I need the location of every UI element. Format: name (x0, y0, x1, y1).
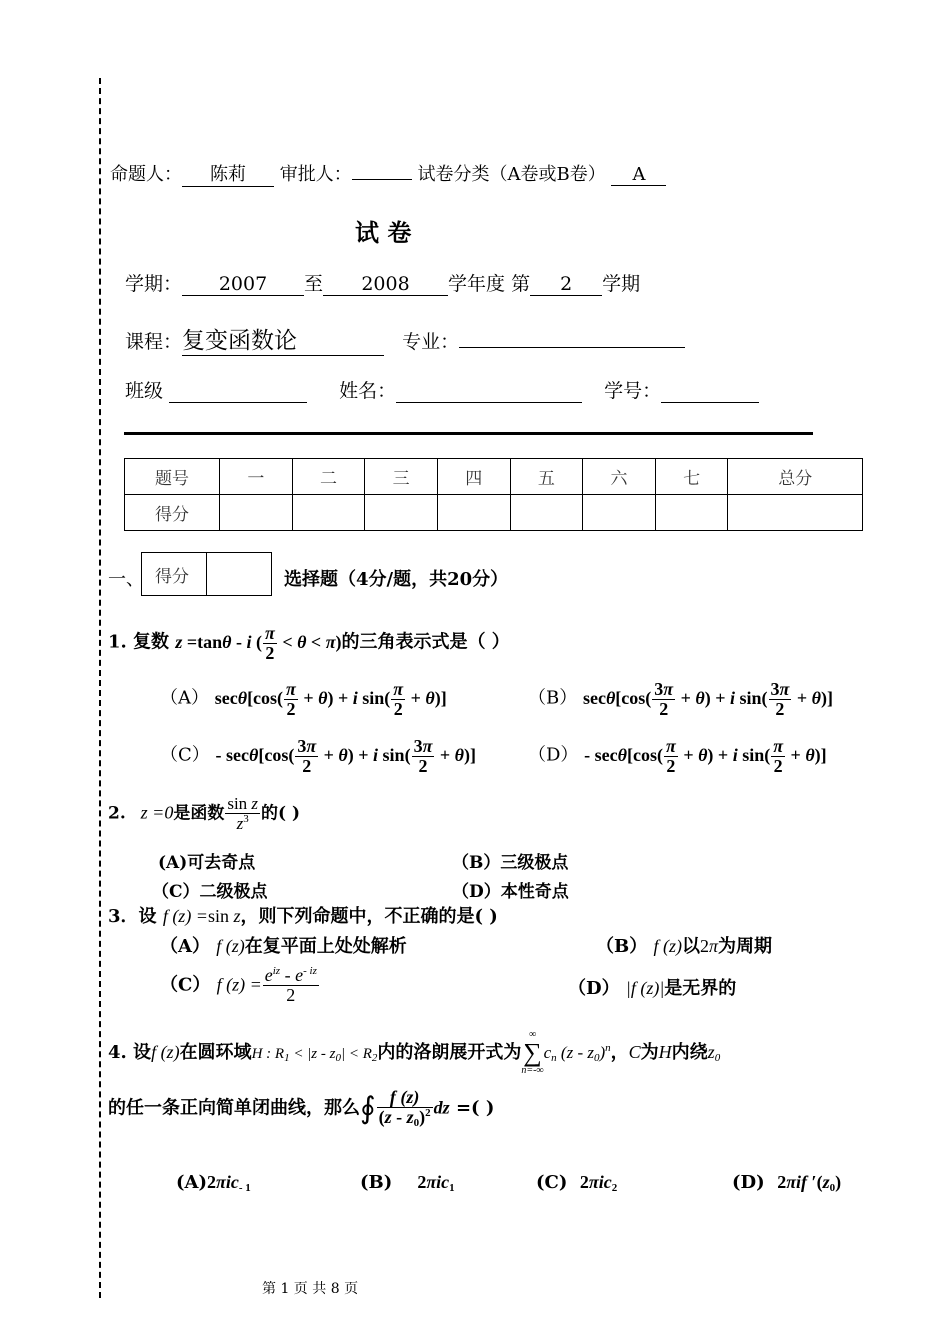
q2-option-a[interactable]: (A)可去奇点 (158, 853, 256, 873)
q4-prefix: 4. 设 (108, 1042, 152, 1063)
binding-margin-line (99, 78, 101, 1298)
name-label: 姓名： (339, 380, 397, 402)
approver-label: 审批人： (279, 164, 352, 185)
q3-function: f (z) = (162, 906, 208, 926)
q2-option-c[interactable]: （C）二级极点 (152, 882, 268, 902)
term-word: 学期 (602, 273, 641, 295)
course-name: 复变函数论 (182, 322, 384, 356)
q3-suffix: ，则下列命题中，不正确的是( ) (240, 906, 498, 927)
q4-mid1: 在圆环域 (179, 1042, 252, 1063)
id-field (661, 380, 759, 403)
score-cell[interactable] (437, 495, 510, 531)
score-table (124, 458, 863, 531)
q3-option-a-text: 在复平面上处处解析 (244, 936, 407, 957)
q1-suffix: 的三角表示式是（ ） (341, 631, 510, 653)
q1-option-c-label: （C） (160, 744, 210, 766)
course-label: 课程： (125, 331, 183, 353)
q3-prefix: 3．设 (108, 906, 157, 927)
q4-sum-symbol: ∞ ∑ n=-∞ (521, 1029, 544, 1076)
section-title: 选择题（4分/题，共20分） (284, 569, 509, 590)
name-field (396, 380, 582, 403)
q4-option-b-label: (B) (360, 1172, 393, 1193)
section-score-box (141, 552, 272, 596)
q4-option-a-label: (A) (176, 1172, 207, 1193)
year-to: 2008 (323, 273, 448, 296)
term-label: 学期： (125, 273, 183, 295)
year-from: 2007 (182, 273, 304, 296)
q3-option-c-label: （C） (160, 974, 211, 996)
q1-option-a-label: （A） (160, 687, 209, 709)
score-cell[interactable] (655, 495, 728, 531)
q1-prefix: 1. 复数 (108, 631, 170, 653)
header-cell: 四 (437, 459, 510, 495)
question-1 (108, 624, 510, 663)
class-label: 班级 (125, 380, 164, 402)
q2-point: z =0 (131, 802, 174, 823)
author-value: 陈莉 (182, 160, 274, 187)
q3-option-d-text: 是无界的 (664, 978, 737, 999)
contour-integral-icon: ∮ (360, 1092, 376, 1126)
q1-option-c[interactable]: （C） - secθ[cos( $\frac{3\pi}{2}$ + θ) + i sin( $\frac{3\pi}{2}$ + θ)] (160, 736, 476, 776)
q1-option-d-label: （D） (528, 744, 579, 766)
score-cell[interactable] (510, 495, 583, 531)
q4-option-c[interactable]: (C) 2πic$_2$ (536, 1172, 618, 1194)
term-line (125, 269, 640, 296)
header-cell: 五 (510, 459, 583, 495)
term-number: 2 (530, 273, 602, 296)
q4-mid3: ， (610, 1042, 629, 1063)
school-year-label: 学年度 (448, 273, 506, 295)
q1-option-a[interactable]: （A） secθ[cos( $\frac{\pi}{2}$ + θ) + i sin( $\frac{\pi}{2}$ + θ)] (160, 679, 447, 719)
q2-prefix: 2. (108, 803, 126, 824)
paper-type-label: 试卷分类（A卷或B卷） (417, 164, 606, 185)
id-label: 学号： (604, 380, 662, 402)
q4-line2-end: ( ) (471, 1097, 495, 1119)
q4-option-c-label: (C) (536, 1172, 568, 1193)
question-4: 4. 设f (z)在圆环域H : $R_1 < |z - z_0| < R_2$内的洛朗展开式为 ∞ ∑ n=-∞ $c_n$ $(z - z_0)^n$，C为H内绕$z_0$ (108, 1029, 721, 1076)
row-label: 得分 (125, 495, 220, 531)
question-3: 3．设 f (z) =sin z，则下列命题中，不正确的是( ) (108, 906, 498, 927)
author-label: 命题人： (110, 164, 182, 185)
page-footer: 第 1 页 共 8 页 (262, 1281, 359, 1297)
score-cell[interactable] (220, 495, 293, 531)
q4-mid2: 内的洛朗展开式为 (377, 1042, 522, 1063)
q4-option-d[interactable]: (D) 2πif $'(z_0)$ (732, 1172, 842, 1194)
q4-annulus: H : $R_1 < |z - z_0| < R_2$ (251, 1046, 378, 1064)
term-to: 至 (304, 273, 324, 295)
q2-function: $\frac{\text{sin z}}{z^3}$ (227, 794, 259, 833)
q3-option-d-label: （D） (568, 978, 620, 999)
q3-option-a[interactable]: （A） f (z)在复平面上处处解析 (160, 936, 407, 957)
q1-option-b[interactable]: （B） secθ[cos( $\frac{3\pi}{2}$ + θ) + i sin( $\frac{3\pi}{2}$ + θ)] (528, 679, 833, 719)
major-value (459, 347, 685, 348)
section-number: 一、 (108, 569, 144, 590)
score-table-row (125, 495, 863, 531)
header-cell: 二 (292, 459, 365, 495)
term-nth: 第 (511, 273, 531, 295)
q3-option-d[interactable]: （D） |f (z)|是无界的 (568, 978, 737, 999)
header-line (110, 160, 666, 187)
q4-option-b[interactable]: (B) 2πic$_1$ (360, 1172, 455, 1194)
q2-option-b[interactable]: （B）三级极点 (452, 853, 569, 873)
question-4-line-2: 的任一条正向简单闭曲线，那么∮ $\frac{f (z)}{(z - z_0)^2}$ dz =( ) (108, 1087, 495, 1129)
q4-mid5: 内绕 (671, 1042, 708, 1063)
q4-mid4: 为 (640, 1042, 659, 1063)
q4-option-a[interactable]: (A)2πic$_{- 1}$ (176, 1172, 251, 1194)
header-cell: 六 (583, 459, 656, 495)
score-cell[interactable] (728, 495, 863, 531)
q3-option-b-text: 以 (682, 936, 700, 957)
score-box-divider (206, 553, 207, 595)
header-cell: 三 (365, 459, 438, 495)
question-2 (108, 795, 300, 833)
q2-suffix: 的( ) (261, 803, 301, 824)
paper-type-value: A (611, 164, 666, 186)
q3-option-b-label: （B） (596, 936, 648, 957)
section-score-label: 得分 (155, 567, 189, 587)
header-cell: 七 (655, 459, 728, 495)
student-line (125, 376, 759, 403)
q4-option-d-label: (D) (732, 1172, 765, 1193)
page-title: 试 卷 (355, 218, 412, 247)
score-cell[interactable] (292, 495, 365, 531)
header-cell: 总分 (728, 459, 863, 495)
q4-line2: 的任一条正向简单闭曲线，那么 (108, 1097, 360, 1119)
q3-option-b[interactable]: （B） f (z)以2π为周期 (596, 936, 773, 957)
q1-expression: z =tanθ - i ( $\frac{\pi}{2}$ < θ < π) (175, 623, 342, 663)
header-rule (124, 432, 813, 435)
score-cell[interactable] (583, 495, 656, 531)
q2-option-d[interactable]: （D）本性奇点 (452, 882, 569, 902)
approver-value (352, 179, 412, 180)
header-cell: 一 (220, 459, 293, 495)
score-table-header-row (125, 459, 863, 495)
q3-option-a-label: （A） (160, 936, 210, 957)
q1-option-b-label: （B） (528, 687, 578, 709)
q2-mid: 是函数 (173, 803, 225, 824)
score-cell[interactable] (365, 495, 438, 531)
major-label: 专业： (402, 331, 460, 353)
q3-option-c[interactable]: （C） f (z) = $\frac{e^{iz} - e^{- iz}}{2}$ (160, 965, 317, 1005)
q3-option-b-text2: 为周期 (718, 936, 773, 957)
header-cell: 题号 (125, 459, 220, 495)
class-field (169, 380, 307, 403)
course-line (125, 322, 685, 356)
q1-option-d[interactable]: （D） - secθ[cos( $\frac{\pi}{2}$ + θ) + i sin( $\frac{\pi}{2}$ + θ)] (528, 736, 827, 776)
